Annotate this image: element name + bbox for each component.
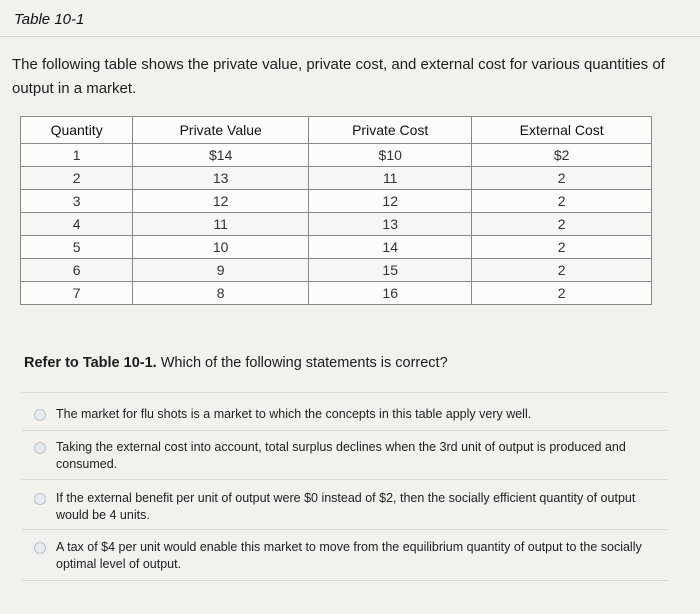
- table-row: [21, 282, 652, 305]
- table-row: [21, 167, 652, 190]
- cell-quantity: 3: [21, 190, 133, 213]
- divider: [0, 36, 700, 37]
- table-row: [21, 236, 652, 259]
- cell-private-value: 13: [133, 167, 309, 190]
- answer-option-label: A tax of $4 per unit would enable this market to move from the equilibrium quantity of output to the socially optimal level of output.: [56, 540, 642, 571]
- cell-private-cost: 12: [309, 190, 472, 213]
- cell-quantity: 4: [21, 213, 133, 236]
- cell-private-value: $14: [133, 144, 309, 167]
- column-header-external-cost: External Cost: [472, 117, 652, 144]
- cell-private-value: 8: [133, 282, 309, 305]
- radio-button[interactable]: [34, 542, 46, 554]
- cell-private-cost: 14: [309, 236, 472, 259]
- question-prompt: Which of the following statements is correct?: [156, 355, 448, 371]
- column-header-private-cost: Private Cost: [309, 117, 472, 144]
- radio-button[interactable]: [34, 442, 46, 454]
- radio-button[interactable]: [34, 493, 46, 505]
- answer-option-4[interactable]: [22, 529, 668, 581]
- cell-external-cost: 2: [472, 236, 652, 259]
- answer-option-3[interactable]: [22, 479, 668, 529]
- cell-private-cost: 16: [309, 282, 472, 305]
- page-title: Table 10-1: [14, 11, 85, 28]
- cell-private-value: 10: [133, 236, 309, 259]
- cell-private-cost: 15: [309, 259, 472, 282]
- cell-quantity: 7: [21, 282, 133, 305]
- cell-quantity: 1: [21, 144, 133, 167]
- cell-quantity: 6: [21, 259, 133, 282]
- question-text: [24, 355, 448, 371]
- cell-private-cost: 11: [309, 167, 472, 190]
- table-row: [21, 144, 652, 167]
- cell-private-value: 9: [133, 259, 309, 282]
- column-header-quantity: Quantity: [21, 117, 133, 144]
- cell-external-cost: 2: [472, 167, 652, 190]
- answer-option-label: If the external benefit per unit of output were $0 instead of $2, then the socially efficient quantity of output would be 4 units.: [56, 491, 636, 522]
- cell-external-cost: 2: [472, 190, 652, 213]
- answer-option-2[interactable]: [22, 430, 668, 479]
- answer-option-label: The market for flu shots is a market to which the concepts in this table apply very well.: [56, 407, 532, 421]
- cell-private-cost: $10: [309, 144, 472, 167]
- radio-button[interactable]: [34, 409, 46, 421]
- cell-quantity: 2: [21, 167, 133, 190]
- column-header-private-value: Private Value: [133, 117, 309, 144]
- table-row: [21, 259, 652, 282]
- question-reference: Refer to Table 10-1.: [24, 355, 157, 371]
- data-table: [20, 116, 652, 305]
- cell-private-value: 11: [133, 213, 309, 236]
- cell-external-cost: 2: [472, 259, 652, 282]
- table-row: [21, 213, 652, 236]
- cell-private-cost: 13: [309, 213, 472, 236]
- cell-private-value: 12: [133, 190, 309, 213]
- cell-external-cost: $2: [472, 144, 652, 167]
- table-header-row: [21, 117, 652, 144]
- cell-external-cost: 2: [472, 282, 652, 305]
- intro-text: The following table shows the private value, private cost, and external cost for various quantities of output in a market.: [12, 56, 665, 97]
- cell-quantity: 5: [21, 236, 133, 259]
- answer-option-1[interactable]: [22, 392, 668, 430]
- answer-options: [22, 392, 668, 581]
- table-row: [21, 190, 652, 213]
- answer-option-label: Taking the external cost into account, total surplus declines when the 3rd unit of output is produced and consumed.: [56, 440, 626, 471]
- cell-external-cost: 2: [472, 213, 652, 236]
